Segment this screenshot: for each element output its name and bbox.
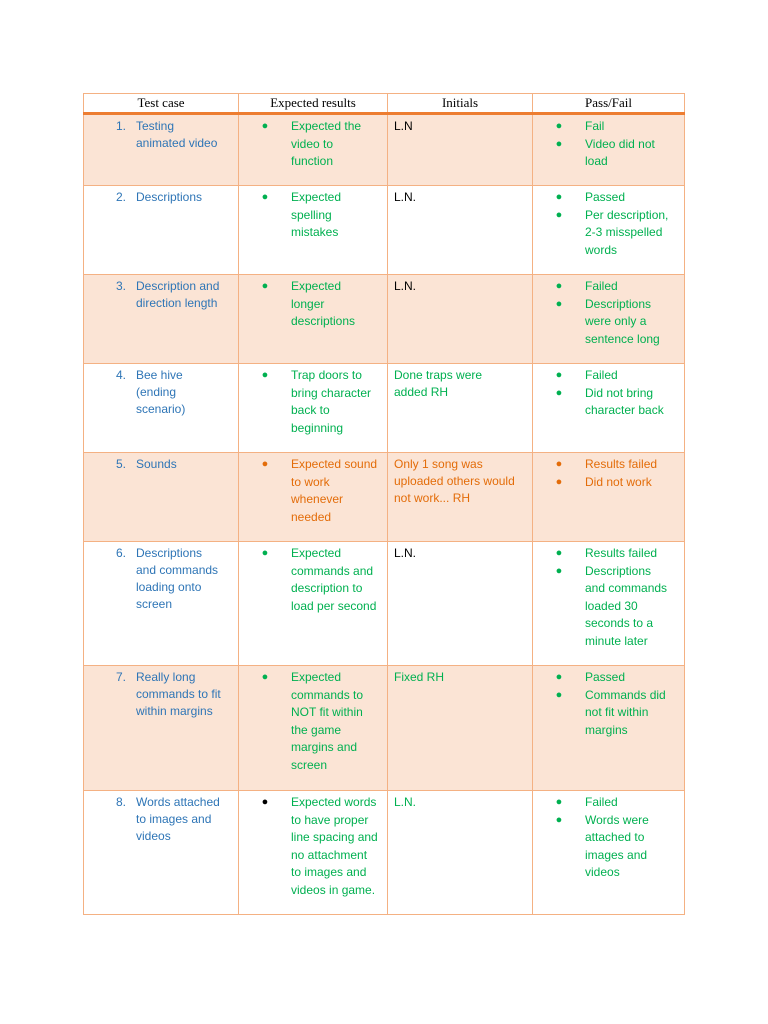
expected-text: Trap doors to bring character back to beginning — [291, 368, 372, 435]
bullet-icon: ● — [555, 671, 563, 683]
test-case-number: 5. — [115, 457, 126, 471]
bullet-icon: ● — [555, 369, 563, 381]
pass-fail-cell — [533, 453, 685, 542]
pass-fail-cell — [533, 542, 685, 666]
table-row — [84, 453, 685, 542]
pass-fail-text: Descriptions were only a sentence long — [585, 296, 660, 346]
list-item — [533, 207, 680, 260]
pass-fail-text: Failed — [585, 795, 618, 809]
expected-results-cell — [239, 453, 388, 542]
pass-fail-text: Passed — [585, 190, 626, 204]
list-item — [533, 812, 680, 882]
test-case-text: Words attached to images and videos — [136, 795, 220, 843]
test-case-number: 2. — [115, 190, 126, 204]
test-case-text: Descriptions and commands loading onto screen — [136, 546, 219, 611]
expected-results-cell — [239, 791, 388, 915]
test-case-number: 8. — [115, 795, 126, 809]
bullet-icon: ● — [261, 120, 269, 132]
expected-text: Expected spelling mistakes — [291, 190, 342, 240]
test-case-text: Testing animated video — [136, 119, 218, 150]
expected-results-cell — [239, 275, 388, 364]
bullet-icon: ● — [555, 137, 563, 150]
bullet-icon: ● — [261, 280, 269, 292]
expected-text: Expected words to have proper line spacing and no attachment to images and videos in game. — [291, 795, 378, 897]
test-case-cell — [84, 542, 239, 666]
pass-fail-text: Did not work — [585, 474, 652, 489]
list-item — [533, 794, 680, 812]
table-row — [84, 275, 685, 364]
pass-fail-cell — [533, 364, 685, 453]
bullet-icon: ● — [555, 688, 563, 701]
bullet-icon: ● — [555, 813, 563, 826]
initials-cell — [388, 791, 533, 915]
list-item — [533, 563, 680, 651]
test-case-table — [83, 93, 685, 915]
list-item — [533, 687, 680, 740]
bullet-icon: ● — [555, 547, 563, 559]
bullet-icon: ● — [261, 547, 269, 559]
pass-fail-text: Results failed — [585, 546, 658, 560]
bullet-icon: ● — [261, 191, 269, 203]
pass-fail-text: Results failed — [585, 457, 658, 471]
initials-cell — [388, 666, 533, 791]
list-item — [239, 367, 383, 437]
list-item — [533, 385, 680, 420]
bullet-icon: ● — [261, 671, 269, 683]
initials-text: L.N — [394, 119, 413, 133]
test-case-number: 3. — [115, 279, 126, 293]
pass-fail-text: Video did not load — [585, 136, 655, 169]
list-item — [533, 367, 680, 385]
list-item — [533, 136, 680, 171]
initials-text: Only 1 song was uploaded others would not work... RH — [394, 457, 515, 505]
expected-text: Expected commands and description to load per second — [291, 546, 377, 613]
test-case-cell — [84, 114, 239, 186]
bullet-icon: ● — [555, 458, 563, 470]
initials-text: L.N. — [394, 190, 417, 204]
table-row — [84, 791, 685, 915]
initials-text: L.N. — [394, 279, 417, 293]
test-case-text: Descriptions — [136, 190, 203, 204]
list-item — [533, 278, 680, 296]
initials-cell — [388, 542, 533, 666]
bullet-icon: ● — [555, 120, 563, 132]
list-item — [239, 669, 383, 775]
pass-fail-text: Descriptions and commands loaded 30 seconds to a minute later — [585, 563, 668, 648]
bullet-icon: ● — [555, 564, 563, 577]
header-row — [84, 94, 685, 114]
test-case-cell — [84, 275, 239, 364]
initials-text: Done traps were added RH — [394, 368, 483, 399]
bullet-icon: ● — [555, 475, 563, 488]
initials-cell — [388, 114, 533, 186]
test-case-cell — [84, 791, 239, 915]
list-item — [533, 189, 680, 207]
table-row — [84, 186, 685, 275]
list-item — [533, 118, 680, 136]
table-row — [84, 666, 685, 791]
list-item — [239, 545, 383, 615]
table-row — [84, 114, 685, 186]
list-item — [239, 189, 383, 242]
pass-fail-text: Per description, 2-3 misspelled words — [585, 207, 669, 257]
pass-fail-cell — [533, 791, 685, 915]
initials-cell — [388, 364, 533, 453]
list-item — [533, 474, 680, 492]
initials-cell — [388, 453, 533, 542]
expected-results-cell — [239, 364, 388, 453]
pass-fail-cell — [533, 275, 685, 364]
initials-text: L.N. — [394, 795, 417, 809]
header-expected-results: Expected results — [239, 94, 388, 114]
expected-text: Expected the video to function — [291, 119, 362, 169]
pass-fail-text: Failed — [585, 279, 618, 293]
pass-fail-text: Commands did not fit within margins — [585, 687, 666, 737]
bullet-icon: ● — [261, 369, 269, 381]
pass-fail-text: Failed — [585, 368, 618, 382]
test-case-cell — [84, 666, 239, 791]
pass-fail-cell — [533, 186, 685, 275]
test-case-text: Sounds — [136, 457, 177, 471]
bullet-icon: ● — [555, 297, 563, 310]
header-test-case: Test case — [84, 94, 239, 114]
expected-text: Expected commands to NOT fit within the game margins and screen — [291, 670, 364, 772]
expected-results-cell — [239, 666, 388, 791]
expected-text: Expected longer descriptions — [291, 279, 356, 329]
test-case-text: Description and direction length — [136, 279, 220, 310]
pass-fail-text: Words were attached to images and videos — [585, 812, 649, 880]
header-pass-fail: Pass/Fail — [533, 94, 685, 114]
list-item — [239, 118, 383, 171]
header-initials: Initials — [388, 94, 533, 114]
pass-fail-text: Did not bring character back — [585, 385, 664, 418]
pass-fail-cell — [533, 114, 685, 186]
table-row — [84, 542, 685, 666]
test-case-cell — [84, 364, 239, 453]
initials-cell — [388, 186, 533, 275]
list-item — [239, 278, 383, 331]
expected-results-cell — [239, 114, 388, 186]
expected-results-cell — [239, 542, 388, 666]
expected-results-cell — [239, 186, 388, 275]
test-case-cell — [84, 186, 239, 275]
bullet-icon: ● — [555, 191, 563, 203]
initials-text: L.N. — [394, 546, 417, 560]
expected-text: Expected sound to work whenever needed — [291, 457, 378, 524]
bullet-icon: ● — [555, 796, 563, 808]
list-item — [533, 456, 680, 474]
list-item — [533, 669, 680, 687]
test-case-number: 6. — [115, 546, 126, 560]
pass-fail-text: Fail — [585, 119, 605, 133]
bullet-icon: ● — [555, 280, 563, 292]
test-case-number: 7. — [115, 670, 126, 684]
bullet-icon: ● — [261, 796, 269, 808]
list-item — [533, 296, 680, 349]
bullet-icon: ● — [555, 386, 563, 399]
test-case-number: 1. — [115, 119, 126, 133]
pass-fail-cell — [533, 666, 685, 791]
bullet-icon: ● — [555, 208, 563, 221]
list-item — [239, 794, 383, 900]
test-case-text: Bee hive (ending scenario) — [136, 368, 186, 416]
test-case-text: Really long commands to fit within margins — [136, 670, 221, 718]
list-item — [239, 456, 383, 526]
initials-cell — [388, 275, 533, 364]
pass-fail-text: Passed — [585, 670, 626, 684]
test-case-cell — [84, 453, 239, 542]
test-case-number: 4. — [115, 368, 126, 382]
initials-text: Fixed RH — [394, 670, 445, 684]
list-item — [533, 545, 680, 563]
table-row — [84, 364, 685, 453]
bullet-icon: ● — [261, 458, 269, 470]
